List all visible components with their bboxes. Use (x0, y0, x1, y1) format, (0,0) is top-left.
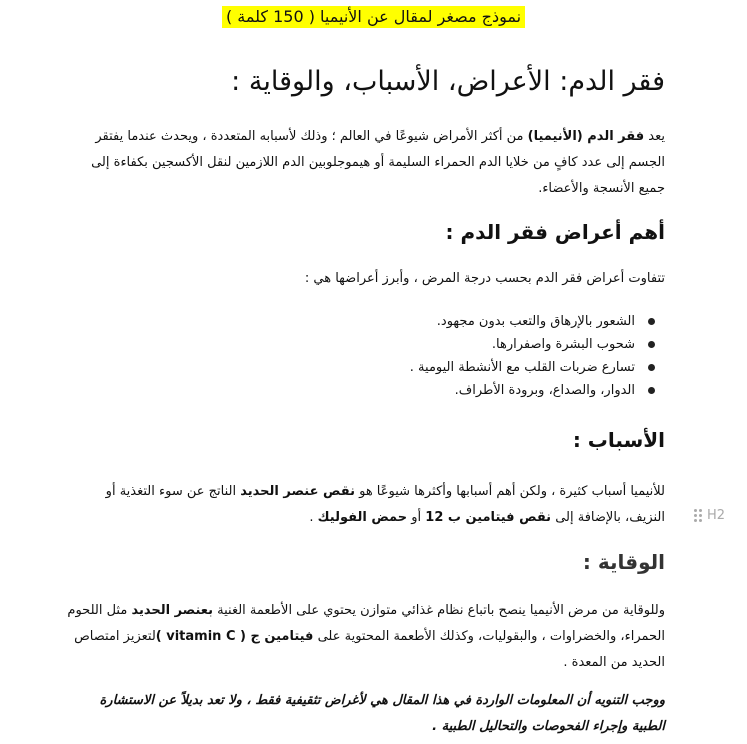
symptoms-list (65, 310, 665, 402)
intro-paragraph: يعد فقر الدم (الأنيميا) من أكثر الأمراض شيوعًا في العالم ؛ وذلك لأسبابه المتعددة ، ويحدث عندما يفتقر الجسم إلى عدد كافٍ من خلايا الدم الحمراء السليمة أو هيموجلوبين الدم اللازمين لنقل الأكسجين بكفاءة إلى جميع الأنسجة والأعضاء. (91, 129, 665, 196)
prevention-heading: الوقاية : (582, 550, 665, 574)
heading-level-label: H2 (707, 508, 726, 523)
drag-handle-icon[interactable] (694, 509, 702, 522)
page-title: فقر الدم: الأعراض، الأسباب، والوقاية : (231, 66, 665, 97)
heading-block-handle[interactable] (694, 508, 725, 523)
causes-heading: الأسباب : (572, 428, 665, 452)
list-item: الدوار، والصداع، وبرودة الأطراف. (65, 379, 665, 402)
prevention-paragraph: وللوقاية من مرض الأنيميا ينصح باتباع نظام غذائي متوازن يحتوي على الأطعمة الغنية بعنصر الحديد مثل اللحوم الحمراء، والخضراوات ، والبقوليات، وكذلك الأطعمة المحتوية على فيتامين ج ( vitamin C )لتعزيز امتصاص الحديد من المعدة . (67, 603, 665, 670)
banner-wrap (0, 6, 747, 28)
causes-paragraph: للأنيميا أسباب كثيرة ، ولكن أهم أسبابها وأكثرها شيوعًا هو نقص عنصر الحديد الناتج عن سوء التغذية أو النزيف، بالإضافة إلى نقص فيتامين ب 12 أو حمض الفوليك . (105, 484, 665, 525)
symptoms-heading: أهم أعراض فقر الدم : (445, 220, 665, 244)
symptoms-intro: تتفاوت أعراض فقر الدم بحسب درجة المرض ، وأبرز أعراضها هي : (304, 271, 665, 286)
disclaimer-paragraph: ووجب التنويه أن المعلومات الواردة في هذا المقال هي لأغراض تثقيفية فقط ، ولا تعد بديلاً عن الاستشارة الطبية وإجراء الفحوصات والتحاليل الطبية . (99, 693, 665, 734)
anemia-term: فقر الدم (الأنيميا) (527, 129, 645, 144)
list-item: شحوب البشرة واصفرارها. (65, 333, 665, 356)
list-item: الشعور بالإرهاق والتعب بدون مجهود. (65, 310, 665, 333)
highlighted-banner: نموذج مصغر لمقال عن الأنيميا ( 150 كلمة ) (222, 6, 525, 28)
list-item: تسارع ضربات القلب مع الأنشطة اليومية . (65, 356, 665, 379)
